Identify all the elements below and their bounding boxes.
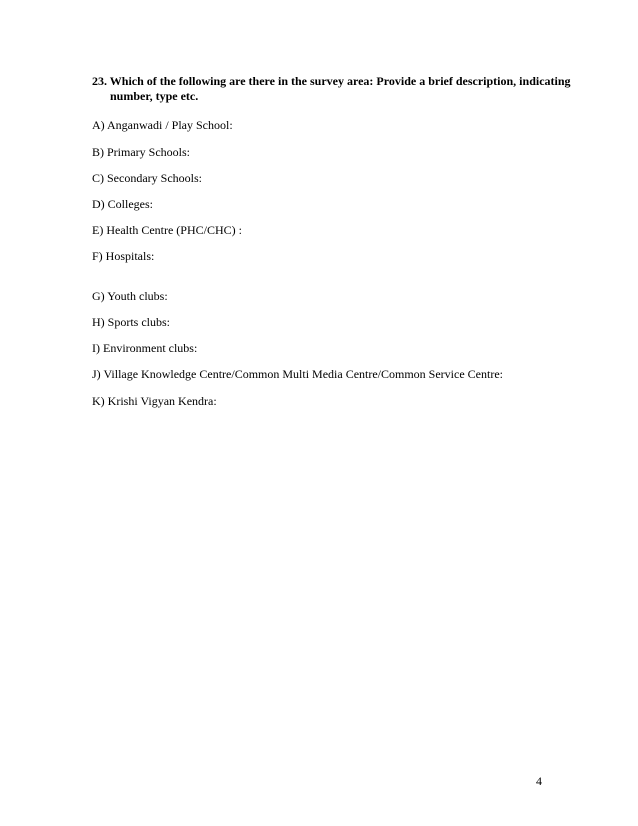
item-colleges: D) Colleges:	[92, 197, 153, 211]
item-youth-clubs: G) Youth clubs:	[92, 289, 168, 303]
question-line-1: 23. Which of the following are there in the survey area: Provide a brief description, indicating	[92, 74, 571, 88]
page-number: 4	[536, 774, 542, 788]
item-sports-clubs: H) Sports clubs:	[92, 315, 170, 329]
question-heading	[92, 74, 572, 104]
item-krishi-vigyan-kendra: K) Krishi Vigyan Kendra:	[92, 394, 217, 408]
item-secondary-schools: C) Secondary Schools:	[92, 171, 202, 185]
item-anganwadi: A) Anganwadi / Play School:	[92, 118, 233, 132]
item-hospitals: F) Hospitals:	[92, 249, 155, 263]
question-line-2: number, type etc.	[110, 89, 199, 103]
item-health-centre: E) Health Centre (PHC/CHC) :	[92, 223, 242, 237]
item-village-knowledge-centre: J) Village Knowledge Centre/Common Multi Media Centre/Common Service Centre:	[92, 367, 503, 381]
item-primary-schools: B) Primary Schools:	[92, 145, 190, 159]
item-environment-clubs: I) Environment clubs:	[92, 341, 198, 355]
